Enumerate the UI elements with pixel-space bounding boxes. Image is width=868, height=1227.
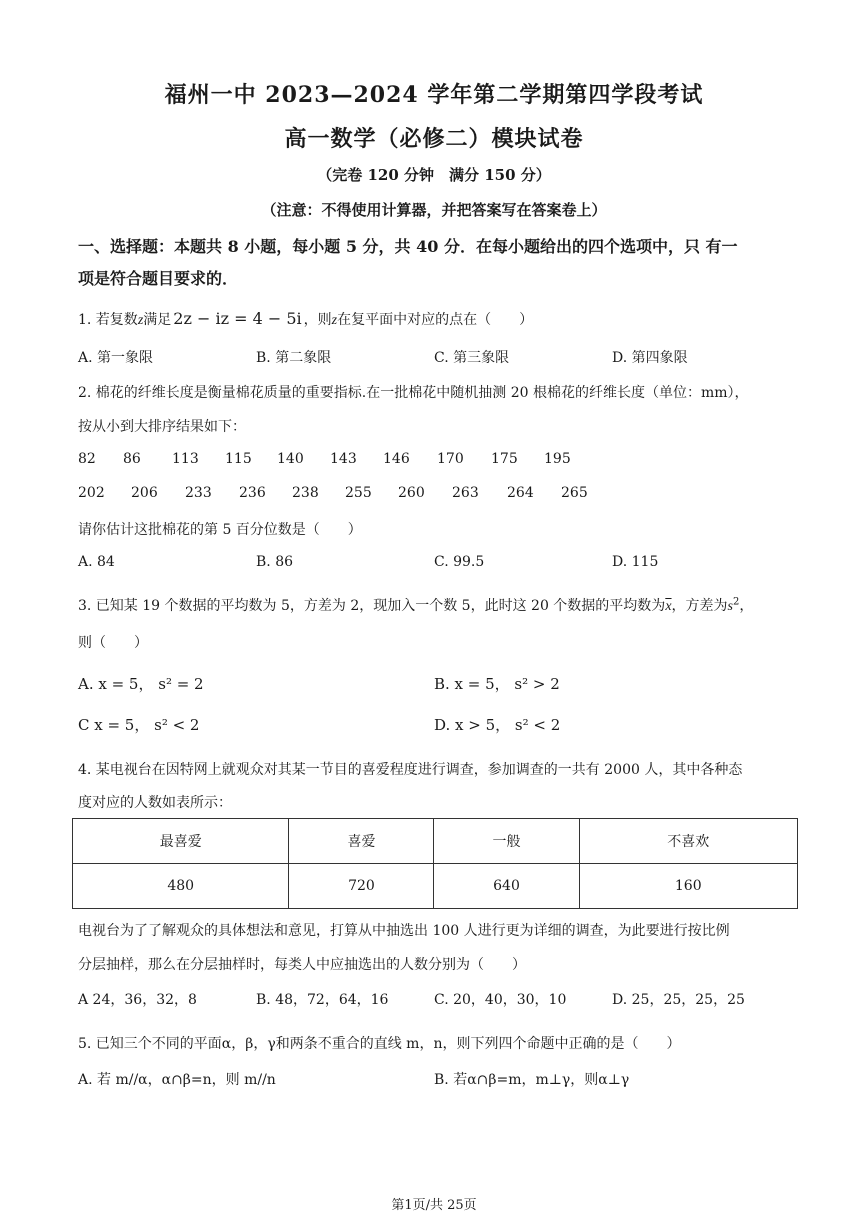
q1-option-d: D. 第四象限: [612, 350, 688, 366]
var-x-bar: $\overline{x}$: [665, 599, 672, 614]
data-value: 82: [78, 451, 96, 467]
attitude-table: [72, 818, 798, 909]
data-value: 113: [172, 451, 199, 467]
table-cell: 640: [434, 864, 579, 909]
data-value: 233: [185, 485, 212, 501]
section-heading-line1: 一、选择题：本题共 8 小题，每小题 5 分，共 40 分．在每小题给出的四个选项中，只 有一: [78, 237, 738, 256]
section-heading-line2: 项是符合题目要求的．: [78, 269, 239, 288]
q5-option-b: B. 若α∩β=m，m⊥γ，则α⊥γ: [434, 1072, 630, 1088]
question-4-stem-line4: 分层抽样，那么在分层抽样时，每类人中应抽选出的人数分别为（ ）: [78, 957, 526, 973]
data-value: 140: [277, 451, 304, 467]
question-1-stem: 1. 若复数z满足 2z − iz = 4 − 5i ，则z在复平面中对应的点在（ ）: [78, 309, 534, 328]
data-value: 115: [225, 451, 252, 467]
question-4-stem-line2: 度对应的人数如表所示：: [78, 795, 232, 811]
table-cell: 720: [289, 864, 434, 909]
table-header-cell: 喜爱: [289, 819, 434, 864]
table-cell: 480: [73, 864, 289, 909]
question-3-stem-line1: 3. 已知某 19 个数据的平均数为 5，方差为 2，现加入一个数 5，此时这 20 个数据的平均数为$\overline{x}$，方差为$s^2$，: [78, 596, 754, 614]
data-value: 195: [544, 451, 571, 467]
q1-option-a: A. 第一象限: [78, 350, 154, 366]
q4-option-b: B. 48，72，64，16: [256, 992, 389, 1008]
data-value: 260: [398, 485, 425, 501]
data-value: 265: [561, 485, 588, 501]
data-value: 264: [507, 485, 534, 501]
table-row: [73, 864, 798, 909]
question-4-stem-line3: 电视台为了了解观众的具体想法和意见，打算从中抽选出 100 人进行更为详细的调查，为此要进行按比例: [78, 923, 730, 939]
q3-option-b: B. x = 5， s² > 2: [434, 675, 560, 693]
data-value: 238: [292, 485, 319, 501]
var-s: s: [727, 599, 733, 614]
exam-subject-title: 高一数学（必修二）模块试卷: [284, 126, 584, 152]
data-value: 86: [123, 451, 141, 467]
var-z: z: [331, 313, 338, 328]
table-header-cell: 最喜爱: [73, 819, 289, 864]
page-number: 第1页/共 25页: [391, 1198, 477, 1213]
q4-option-a: A 24，36，32，8: [78, 992, 197, 1008]
data-value: 170: [437, 451, 464, 467]
data-value: 143: [330, 451, 357, 467]
q1-option-c: C. 第三象限: [434, 350, 510, 366]
var-z: z: [137, 313, 144, 328]
question-2-stem-line1: 2. 棉花的纤维长度是衡量棉花质量的重要指标.在一批棉花中随机抽测 20 根棉花的纤维长度（单位：mm），: [78, 385, 749, 401]
q4-option-d: D. 25，25，25，25: [612, 992, 745, 1008]
question-4-stem-line1: 4. 某电视台在因特网上就观众对其某一节目的喜爱程度进行调查，参加调查的一共有 2000 人，其中各种态: [78, 762, 743, 778]
q2-option-d: D. 115: [612, 554, 659, 570]
data-value: 263: [452, 485, 479, 501]
table-header-row: [73, 819, 798, 864]
data-value: 202: [78, 485, 105, 501]
exam-notice: （注意：不得使用计算器，并把答案写在答案卷上）: [261, 201, 607, 219]
q4-option-c: C. 20，40，30，10: [434, 992, 567, 1008]
question-2-prompt: 请你估计这批棉花的第 5 百分位数是（ ）: [78, 522, 362, 538]
question-3-stem-line2: 则（ ）: [78, 635, 148, 651]
exam-title: 福州一中 2023—2024 学年第二学期第四学段考试: [164, 82, 704, 108]
table-header-cell: 一般: [434, 819, 579, 864]
table-header-cell: 不喜欢: [579, 819, 797, 864]
q3-option-c: C x = 5， s² < 2: [78, 716, 200, 734]
q5-option-a: A. 若 m//α，α∩β=n，则 m//n: [78, 1072, 276, 1088]
q2-option-c: C. 99.5: [434, 554, 485, 570]
data-value: 236: [239, 485, 266, 501]
question-2-stem-line2: 按从小到大排序结果如下：: [78, 419, 246, 435]
q1-equation: 2z − iz = 4 − 5i: [173, 309, 302, 328]
q3-option-d: D. x > 5， s² < 2: [434, 716, 561, 734]
question-5-stem: 5. 已知三个不同的平面α，β，γ和两条不重合的直线 m，n，则下列四个命题中正确的是（ ）: [78, 1036, 681, 1052]
exam-duration: （完卷 120 分钟 满分 150 分）: [317, 166, 551, 184]
q2-option-a: A. 84: [78, 554, 115, 570]
q2-option-b: B. 86: [256, 554, 294, 570]
data-value: 146: [383, 451, 410, 467]
table-cell: 160: [579, 864, 797, 909]
q3-option-a: A. x = 5， s² = 2: [78, 675, 204, 693]
data-value: 175: [491, 451, 518, 467]
q1-option-b: B. 第二象限: [256, 350, 332, 366]
data-value: 206: [131, 485, 158, 501]
data-value: 255: [345, 485, 372, 501]
